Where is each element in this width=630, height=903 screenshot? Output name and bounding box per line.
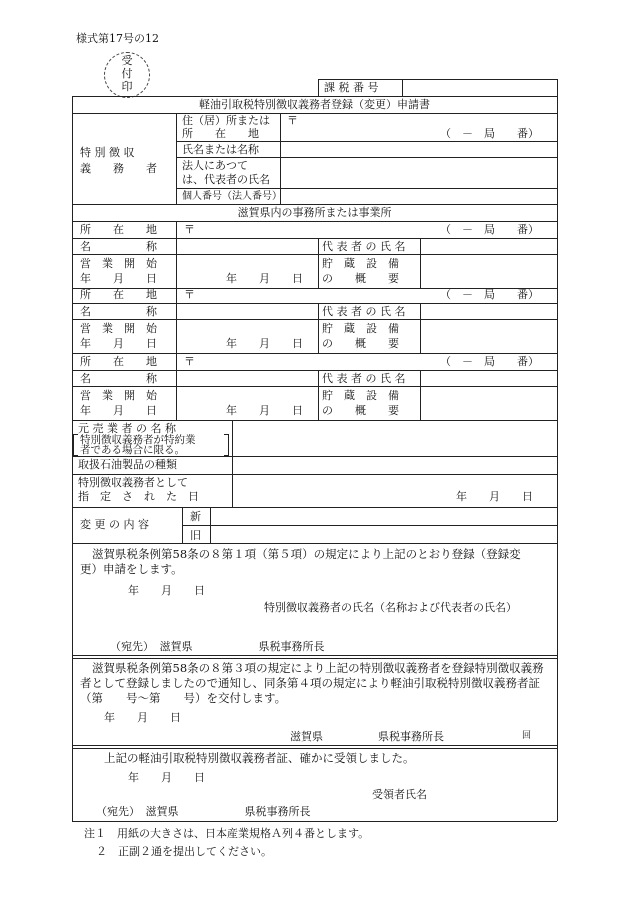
change-new-field[interactable] <box>211 508 556 524</box>
official-seal-icon: 回 <box>522 731 532 741</box>
office-section-title: 滋賀県内の事務所または事業所 <box>237 206 392 219</box>
office-1-start-date: 年 月 日 <box>226 272 303 285</box>
office-1-storage-field[interactable] <box>421 255 556 287</box>
note-2: ２ 正副２通を提出してください。 <box>96 845 272 858</box>
office-2-start-date: 年 月 日 <box>226 337 303 350</box>
office-1-representative-field[interactable] <box>421 239 556 253</box>
tax-number-label: 課 税 番 号 <box>324 81 379 94</box>
collector-address-field[interactable] <box>300 114 430 140</box>
office-3-address-field[interactable] <box>196 354 432 369</box>
designated-date: 年 月 日 <box>456 490 533 503</box>
contractor-name-field[interactable] <box>233 422 556 455</box>
form-title: 軽油引取税特別徴収義務者登録（変更）申請書 <box>199 98 430 111</box>
office-3-representative-field[interactable] <box>421 371 556 385</box>
form-number: 様式第17号の12 <box>76 32 159 45</box>
office-3-start-date: 年 月 日 <box>226 404 303 417</box>
office-2-name-field[interactable] <box>177 304 317 318</box>
office-3-name-field[interactable] <box>177 371 317 385</box>
office-2-address-field[interactable] <box>196 287 432 302</box>
office-3-storage-field[interactable] <box>421 387 556 419</box>
tax-number-field[interactable] <box>403 80 556 95</box>
office-1-address-field[interactable] <box>196 222 432 237</box>
collector-name-field[interactable] <box>281 142 556 156</box>
corporate-number-field[interactable] <box>281 189 556 203</box>
products-field[interactable] <box>233 457 556 473</box>
receiver-name-field[interactable] <box>430 786 550 802</box>
collector-representative-field[interactable] <box>281 158 556 187</box>
office-1-name-field[interactable] <box>177 239 317 253</box>
office-2-storage-field[interactable] <box>421 320 556 352</box>
collector-label-1: 特 別 徴 収 <box>80 146 135 159</box>
office-2-representative-field[interactable] <box>421 304 556 318</box>
applicant-name-field[interactable] <box>264 616 549 636</box>
note-1: 注１ 用紙の大きさは、日本産業規格Ａ列４番とします。 <box>84 827 370 840</box>
applicant-label: 特別徴収義務者の氏名（名称および代表者の氏名） <box>264 601 517 614</box>
change-old-field[interactable] <box>211 526 556 542</box>
collector-label-2: 義 務 者 <box>80 162 157 175</box>
reception-stamp: 受 付 印 <box>104 52 150 98</box>
